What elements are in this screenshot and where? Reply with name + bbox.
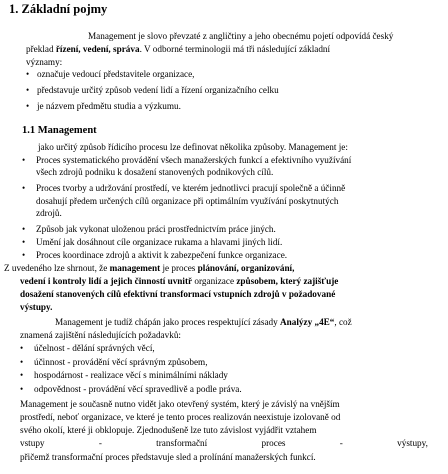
intro-line-2 (26, 43, 430, 55)
intro-line-2-pre: překlad (26, 44, 56, 54)
bullet-icon: • (22, 183, 26, 194)
list-item (22, 154, 351, 178)
bullet-icon: • (20, 383, 24, 394)
summary-bold: vedení i kontroly lidí a jejich činností uvnitř (20, 276, 193, 286)
bullet-icon: • (22, 224, 26, 235)
subsection-intro: jako určitý způsob řídicího procesu lze definovat několika způsoby. Management je: (38, 142, 348, 152)
meaning-text: označuje vedoucí představitele organizace, (37, 69, 195, 79)
bullet-icon: • (20, 370, 24, 380)
intro-line-1: Management je slovo převzaté z angličtiny a jeho obecnému pojetí odpovídá český (88, 31, 394, 41)
bullet-icon: • (22, 237, 26, 248)
formula-term: vstupy (20, 438, 45, 448)
list-item (22, 249, 351, 261)
requirement-text: odpovědnost - provádění věcí spravedlivě a podle práva. (34, 383, 242, 394)
intro-bold-terms: řízení, vedení, správa (55, 44, 140, 54)
definition-line: Umění jak dosáhnout cíle organizace rukama a hlavami jiných lidí. (36, 237, 283, 248)
definition-line: zdrojů. (36, 207, 62, 218)
bullet-icon: • (22, 155, 26, 165)
summary-text: Z uvedeného lze shrnout, že (4, 263, 110, 273)
analyzy-text: , což (334, 317, 352, 327)
formula-term: proces (261, 438, 286, 448)
definition-line: Proces systematického provádění všech manažerských funkcí a efektivního využívání (36, 155, 352, 165)
summary-line-1 (4, 262, 294, 274)
definition-line: Proces koordinace zdrojů a aktivit k zabezpečení funkce organizace. (36, 250, 288, 261)
list-item (22, 223, 351, 235)
summary-bold: plánování, organizování, (197, 263, 295, 273)
intro-line-2-post: . V odborné terminologii má tři následující základní (139, 44, 331, 54)
formula-term: transformační (156, 438, 208, 448)
formula-term: - (98, 438, 102, 448)
definition-line: Proces tvorby a udržování prostředí, ve kterém jednotlivci pracují společně a účinně (36, 183, 346, 194)
intro-line-3: významy: (26, 57, 63, 67)
bullet-icon: • (22, 250, 26, 261)
summary-line-2 (20, 275, 338, 287)
definition-line: Způsob jak vykonat uloženou práci prostřednictvím práce jiných. (36, 224, 276, 235)
subsection-title: 1.1 Management (22, 125, 97, 136)
analyzy-text: Management je tudíž chápán jako proces respektující zásady (55, 317, 281, 327)
analyzy-bold: Analýzy „4E“ (280, 317, 335, 327)
meaning-text: je názvem předmětu studia a výzkumu. (37, 101, 181, 111)
list-item (22, 236, 351, 248)
summary-line-3: dosažení stanovených cílů efektivní transformací vstupních zdrojů v požadované (20, 289, 336, 299)
definition-line: dosahují předem určených cílů organizace při optimálním využívání poskytnutých (36, 195, 339, 206)
closing-line-1: Management je současně nutno vidět jako otevřený systém, který je závislý na vnějším (20, 399, 340, 409)
list-item (22, 182, 351, 219)
summary-text: organizace (192, 276, 237, 286)
bullet-icon: • (26, 85, 30, 95)
definition-line: všech zdrojů podniku k dosažení stanovených podnikových cílů. (36, 167, 274, 178)
formula-term: - (339, 438, 343, 448)
closing-line-2: prostředí, neboť organizace, ve které je tento proces realizován neexistuje izolovaně od (20, 412, 341, 422)
analyzy-line-2: znamená zajištění následujících požadavků: (20, 330, 181, 340)
closing-line-3: svého okolí, které ji obklopuje. Zjednodušeně lze tuto závislost vyjádřit vztahem (20, 425, 317, 435)
bullet-icon: • (20, 343, 24, 353)
formula-line (20, 437, 428, 449)
formula-term: výstupy, (397, 438, 428, 448)
requirement-text: hospodárnost - realizace věcí s minimálními náklady (34, 370, 228, 380)
bullet-icon: • (26, 101, 30, 111)
requirement-text: účelnost - dělání správných věcí, (34, 343, 155, 353)
summary-line-4: výstupy. (20, 302, 53, 312)
section-title: 1. Základní pojmy (9, 2, 108, 16)
closing-line-5: přičemž transformační proces představuje sled a prolínání manažerských funkcí. (20, 452, 316, 462)
requirement-text: účinnost - provádění věcí správným způsobem, (34, 356, 208, 367)
bullet-icon: • (20, 356, 24, 367)
summary-bold: způsobem, který zajišťuje (236, 276, 339, 286)
analyzy-line-1 (55, 316, 352, 328)
summary-text: je proces (160, 263, 198, 273)
bullet-icon: • (26, 69, 30, 79)
definition-list (22, 154, 351, 262)
summary-bold: management (109, 263, 161, 273)
meaning-text: představuje určitý způsob vedení lidí a řízení organizačního celku (37, 85, 279, 95)
